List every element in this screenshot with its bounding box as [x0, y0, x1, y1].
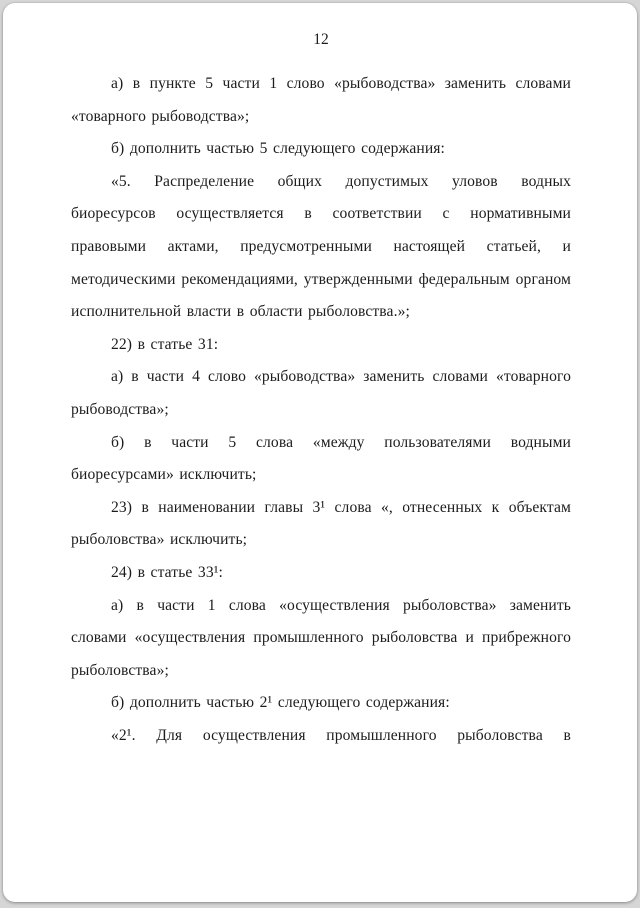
paragraph: «5. Распределение общих допустимых уловов водных биоресурсов осуществляется в соответствии с нормативными правовыми актами, предусмотренными настоящей статьей, и методическими рекомендациями, утвержденными федеральным органом исполнительной власти в области рыболовства.»;	[71, 172, 571, 321]
paragraph: 24) в статье 33¹:	[111, 563, 223, 581]
paragraph: б) дополнить частью 5 следующего содержания:	[111, 140, 445, 158]
paragraph: а) в пункте 5 части 1 слово «рыбоводства» заменить словами «товарного рыбоводства»;	[71, 75, 571, 125]
paragraph: 22) в статье 31:	[111, 335, 219, 353]
paragraph: а) в части 1 слова «осуществления рыболовства» заменить словами «осуществления промышленного рыболовства и прибрежного рыболовства»;	[71, 596, 571, 679]
page-number: 12	[313, 31, 329, 48]
paragraph: б) дополнить частью 2¹ следующего содержания:	[111, 694, 450, 712]
paragraph: б) в части 5 слова «между пользователями водными биоресурсами» исключить;	[71, 433, 571, 484]
document-page	[3, 3, 637, 902]
paragraph: а) в части 4 слово «рыбоводства» заменить словами «товарного рыбоводства»;	[71, 368, 571, 418]
paragraph: «2¹. Для осуществления промышленного рыболовства в	[111, 726, 571, 744]
paragraph: 23) в наименовании главы 3¹ слова «, отнесенных к объектам рыболовства» исключить;	[71, 498, 571, 549]
